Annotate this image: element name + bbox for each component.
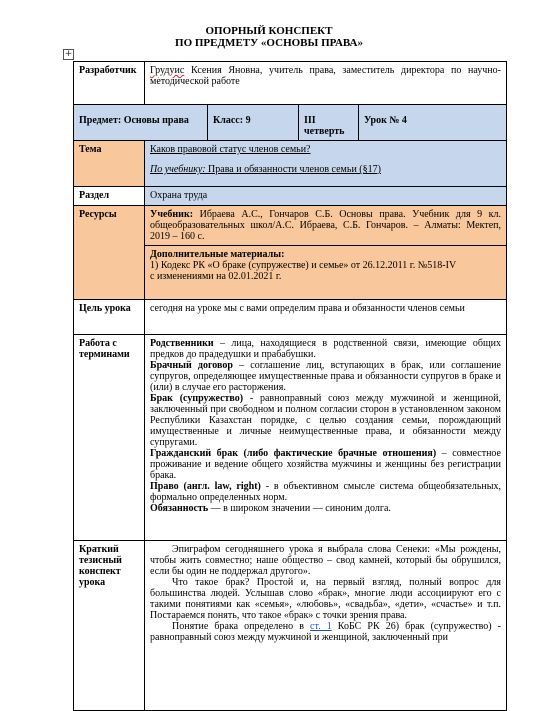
row-topic (74, 141, 507, 187)
textbook-ref: Учебник: Ибраева А.С., Гончаров С.Б. Основы права. Учебник для 9 кл. общеобразовательных школ/А.С. Ибраева, С.Б. Гончаров. – Алматы: Мектеп, 2019 – 160 с. (150, 209, 501, 242)
value-summary (145, 541, 507, 711)
term-marriage: Брак (супружество) - равноправный союз между мужчиной и женщиной, заключенный при свободном и полном согласии сторон в установленном законом Республики Казахстан порядке, с целью создания семьи, порождающий имущественные и личные неимущественные права, и обязанности между супругами. (150, 393, 501, 448)
label-summary: Краткий тезисный конспект урока (74, 541, 145, 711)
lesson-cell: Урок № 4 (359, 105, 507, 141)
summary-p3: Понятие брака определено в ст. 1 КоБС РК 26) брак (супружество) - равноправный союз между мужчиной и женщиной, заключенный при (150, 621, 501, 643)
label-resources: Ресурсы (74, 206, 145, 300)
row-section (74, 187, 507, 206)
label-topic: Тема (74, 141, 145, 187)
term-relatives: Родственники – лица, находящиеся в родственной связи, имеющие общих предков до прадедушки и прабабушки. (150, 338, 501, 360)
value-section: Охрана труда (145, 187, 507, 206)
topic-question: Каков правовой статус членов семьи? (150, 144, 311, 155)
value-resources (145, 206, 507, 300)
summary-p1: Эпиграфом сегодняшнего урока я выбрала слова Сенеки: «Мы рождены, чтобы жить совместно; наше общество – свод камней, который бы обрушился, если бы один не поддержал другого». (150, 544, 501, 577)
topic-textbook: По учебнику: Права и обязанности членов семьи (§17) (150, 164, 381, 175)
table-move-handle-icon[interactable]: + (64, 49, 73, 59)
value-topic (145, 141, 507, 187)
row-developer (74, 62, 507, 105)
row-summary (74, 541, 507, 711)
quarter-cell: III четверть (299, 105, 359, 141)
value-developer: Грудуис Ксения Яновна, учитель права, заместитель директора по научно-методической работе (145, 62, 507, 105)
label-goal: Цель урока (74, 300, 145, 335)
class-cell: Класс: 9 (208, 105, 299, 141)
label-section: Раздел (74, 187, 145, 206)
row-terms (74, 335, 507, 541)
term-civil-marriage: Гражданский брак (либо фактические брачные отношения) – совместное проживание и ведение общего хозяйства мужчины и женщины без регистрации брака. (150, 448, 501, 481)
doc-title-line1: ОПОРНЫЙ КОНСПЕКТ (205, 25, 333, 37)
term-law: Право (англ. law, right) - в объективном смысле система общеобязательных, формально определенных норм. (150, 481, 501, 503)
lesson-table (73, 61, 507, 711)
row-resources (74, 206, 507, 300)
summary-p2: Что такое брак? Простой и, на первый взгляд, полный вопрос для большинства людей. Услышав слово «брак», многие люди ассоциируют его с такими понятиями как «семья», «любовь», «свадьба», «дети», «счастье» и т.п. Постараемся понять, что такое «брак» с точки зрения права. (150, 577, 501, 621)
row-subject (74, 105, 507, 141)
article-link[interactable]: ст. 1 (310, 621, 332, 632)
term-marriage-contract: Брачный договор – соглашение лиц, вступающих в брак, или соглашение супругов, определяющее имущественные права и обязанности супругов в браке и (или) в случае его расторжения. (150, 360, 501, 393)
doc-title-line2: ПО ПРЕДМЕТУ «ОСНОВЫ ПРАВА» (175, 37, 363, 49)
subject-cell: Предмет: Основы права (74, 105, 208, 141)
label-developer: Разработчик (74, 62, 145, 105)
term-duty: Обязанность — в широком значении — синоним долга. (150, 503, 391, 514)
label-terms: Работа с терминами (74, 335, 145, 541)
row-goal (74, 300, 507, 335)
value-terms (145, 335, 507, 541)
value-goal: сегодня на уроке мы с вами определим права и обязанности членов семьи (145, 300, 507, 335)
extra-materials: Дополнительные материалы: 1) Кодекс РК «О браке (супружестве) и семье» от 26.12.2011 г. №518-IV с изменениями на 02.01.2021 г. (145, 245, 506, 282)
